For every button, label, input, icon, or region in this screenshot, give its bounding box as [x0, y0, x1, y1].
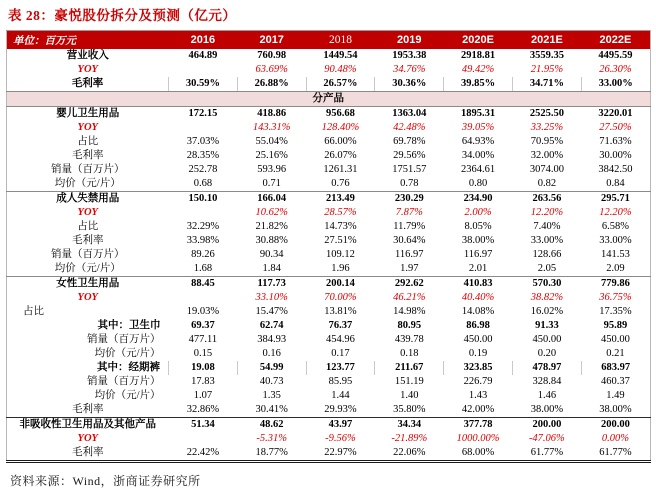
row-label: YOY: [77, 292, 98, 303]
table-row: [7, 277, 651, 292]
cell-value: 35.80%: [375, 403, 444, 418]
cell-value: 593.96: [257, 164, 287, 175]
cell-value: 226.79: [463, 376, 493, 387]
row-label: 占比: [77, 221, 99, 232]
cell-value: 40.40%: [461, 292, 495, 303]
cell-value: 2.09: [581, 262, 650, 277]
table-row: [7, 49, 651, 63]
cell-value: 17.35%: [599, 306, 632, 317]
cell-value: 30.64%: [393, 235, 426, 246]
cell-value: 116.97: [463, 249, 493, 260]
cell-value: 328.84: [532, 376, 562, 387]
cell-value: 956.68: [326, 108, 355, 119]
cell-value: 3559.35: [529, 50, 564, 61]
cell-value: 14.08%: [461, 306, 495, 317]
table-row: [7, 262, 651, 277]
table-row: [7, 177, 651, 192]
cell-value: 460.37: [600, 376, 630, 387]
cell-value: 384.93: [257, 334, 287, 345]
cell-value: 234.90: [463, 193, 493, 204]
cell-value: 6.58%: [601, 221, 629, 232]
cell-value: 14.98%: [393, 306, 426, 317]
cell-value: 1449.54: [323, 50, 358, 61]
cell-value: 39.85%: [444, 77, 513, 92]
cell-value: 464.89: [188, 50, 218, 61]
cell-value: 26.88%: [237, 77, 306, 92]
cell-value: 68.00%: [461, 447, 495, 458]
cell-value: 32.00%: [530, 150, 564, 161]
table-row: [7, 389, 651, 403]
table-title: 表 28：豪悦股份拆分及预测（亿元）: [8, 8, 237, 23]
year-header-2022e: 2022E: [581, 31, 650, 50]
cell-value: 38.00%: [461, 235, 495, 246]
cell-value: 1.07: [193, 390, 213, 401]
unit-label: 单位：百万元: [7, 31, 169, 50]
table-row: [7, 135, 651, 149]
cell-value: 143.31%: [252, 122, 291, 133]
cell-value: 38.00%: [581, 403, 650, 418]
cell-value: 2.05: [512, 262, 581, 277]
cell-value: 213.49: [326, 193, 355, 204]
cell-value: 2918.81: [461, 50, 496, 61]
cell-value: -9.56%: [325, 433, 356, 444]
cell-value: 19.08: [169, 361, 238, 375]
cell-value: 10.62%: [255, 207, 288, 218]
cell-value: 200.14: [326, 278, 355, 289]
cell-value: 34.34: [397, 419, 422, 430]
cell-value: 30.88%: [255, 235, 288, 246]
cell-value: 29.93%: [306, 403, 375, 418]
cell-value: 1751.57: [392, 164, 427, 175]
cell-value: 779.86: [600, 278, 630, 289]
cell-value: 80.95: [397, 320, 422, 331]
row-label: 毛利率: [7, 403, 169, 418]
cell-value: 17.83: [191, 376, 215, 387]
cell-value: 90.34: [259, 249, 284, 260]
cell-value: 33.00%: [530, 235, 564, 246]
cell-value: 0.00%: [601, 433, 629, 444]
cell-value: 0.84: [581, 177, 650, 192]
row-label: 其中：卫生巾: [97, 320, 161, 331]
cell-value: 34.76%: [393, 64, 426, 75]
table-row: [7, 234, 651, 248]
cell-value: 21.95%: [530, 64, 564, 75]
cell-value: 13.81%: [324, 306, 357, 317]
table-row: [7, 220, 651, 234]
cell-value: 117.73: [257, 278, 286, 289]
cell-value: 22.06%: [393, 447, 426, 458]
row-label: 毛利率: [72, 235, 104, 246]
cell-value: 295.71: [600, 193, 630, 204]
cell-value: 7.40%: [533, 221, 561, 232]
row-label: 非吸收性卫生用品及其他产品: [19, 419, 156, 430]
row-label: YOY: [77, 433, 98, 444]
cell-value: -21.89%: [391, 433, 428, 444]
cell-value: 454.96: [326, 334, 355, 345]
cell-value: 33.00%: [581, 77, 650, 92]
cell-value: 14.73%: [324, 221, 357, 232]
cell-value: 439.78: [394, 334, 424, 345]
cell-value: 32.29%: [186, 221, 220, 232]
cell-value: 1.84: [237, 262, 306, 277]
cell-value: 1000.00%: [456, 433, 500, 444]
cell-value: 25.16%: [255, 150, 288, 161]
cell-value: 1953.38: [392, 50, 427, 61]
cell-value: 32.86%: [169, 403, 238, 418]
cell-value: 2364.61: [461, 164, 496, 175]
cell-value: 38.82%: [530, 292, 564, 303]
cell-value: 33.98%: [186, 235, 220, 246]
cell-value: 211.67: [375, 361, 444, 375]
cell-value: 418.86: [257, 108, 287, 119]
cell-value: 27.50%: [599, 122, 632, 133]
cell-value: 26.07%: [324, 150, 357, 161]
year-header-2017: 2017: [237, 31, 306, 50]
table-row: [7, 305, 651, 319]
cell-value: 2.01: [444, 262, 513, 277]
row-label: YOY: [77, 64, 98, 75]
source-note: 资料来源：Wind，浙商证券研究所: [10, 474, 201, 488]
row-label: 毛利率: [7, 77, 169, 92]
cell-value: 22.97%: [324, 447, 357, 458]
cell-value: 29.56%: [393, 150, 426, 161]
row-label: 毛利率: [72, 447, 104, 458]
table-row: [7, 432, 651, 446]
band-label: 分产品: [7, 92, 651, 107]
cell-value: 70.00%: [324, 292, 357, 303]
cell-value: 200.00: [600, 419, 630, 430]
cell-value: 0.20: [537, 348, 557, 359]
row-label: YOY: [77, 207, 98, 218]
cell-value: 28.57%: [324, 207, 357, 218]
cell-value: 1.44: [331, 390, 350, 401]
cell-value: 3074.00: [529, 164, 564, 175]
cell-value: 410.83: [463, 278, 493, 289]
cell-value: 30.59%: [169, 77, 238, 92]
cell-value: 1.68: [169, 262, 238, 277]
cell-value: 63.69%: [255, 64, 288, 75]
cell-value: 69.37: [191, 320, 215, 331]
cell-value: 42.48%: [393, 122, 426, 133]
cell-value: 1.49: [606, 390, 625, 401]
table-row: [7, 418, 651, 433]
year-header-row: [7, 31, 651, 50]
cell-value: 18.77%: [255, 447, 288, 458]
table-row: [7, 163, 651, 177]
cell-value: 478.97: [512, 361, 581, 375]
cell-value: 377.78: [463, 419, 493, 430]
cell-value: 450.00: [532, 334, 562, 345]
cell-value: 2525.50: [529, 108, 564, 119]
cell-value: 12.20%: [530, 207, 564, 218]
cell-value: 55.04%: [255, 136, 288, 147]
cell-value: 0.82: [512, 177, 581, 192]
cell-value: 69.78%: [393, 136, 426, 147]
cell-value: 0.17: [331, 348, 350, 359]
cell-value: [169, 121, 238, 135]
cell-value: 61.77%: [530, 447, 564, 458]
row-label: 成人失禁用品: [56, 193, 120, 204]
cell-value: 64.93%: [461, 136, 495, 147]
cell-value: 34.00%: [461, 150, 495, 161]
cell-value: 4495.59: [598, 50, 633, 61]
row-label: 毛利率: [72, 150, 104, 161]
cell-value: 116.97: [395, 249, 424, 260]
cell-value: 27.51%: [324, 235, 357, 246]
table-row: [7, 206, 651, 220]
cell-value: 109.12: [326, 249, 355, 260]
cell-value: 26.57%: [306, 77, 375, 92]
table-row: [7, 192, 651, 207]
cell-value: 33.25%: [530, 122, 564, 133]
row-label: 其中：经期裤: [97, 362, 160, 373]
cell-value: -5.31%: [256, 433, 287, 444]
cell-value: 89.26: [191, 249, 215, 260]
row-label: 婴儿卫生用品: [56, 108, 120, 119]
cell-value: 252.78: [188, 164, 218, 175]
financial-breakdown-table: [6, 30, 651, 463]
cell-value: 450.00: [600, 334, 630, 345]
cell-value: 54.99: [237, 361, 306, 375]
cell-value: 39.05%: [461, 122, 495, 133]
cell-value: 70.95%: [530, 136, 564, 147]
cell-value: 7.87%: [395, 207, 423, 218]
cell-value: 0.76: [306, 177, 375, 192]
product-band-row: [7, 92, 651, 107]
cell-value: 323.85: [444, 361, 513, 375]
table-row: [7, 121, 651, 135]
cell-value: 16.02%: [530, 306, 564, 317]
cell-value: 91.33: [535, 320, 559, 331]
cell-value: 76.37: [328, 320, 353, 331]
cell-value: 1.97: [375, 262, 444, 277]
cell-value: [169, 291, 238, 305]
cell-value: 0.21: [606, 348, 625, 359]
cell-value: 683.97: [581, 361, 650, 375]
cell-value: 22.42%: [186, 447, 220, 458]
table-row: [7, 375, 651, 389]
cell-value: 42.00%: [444, 403, 513, 418]
cell-value: 88.45: [191, 278, 215, 289]
table-row: [7, 319, 651, 333]
table-row: [7, 107, 651, 122]
cell-value: 21.82%: [255, 221, 288, 232]
row-label: 女性卫生用品: [56, 278, 120, 289]
cell-value: [169, 63, 238, 77]
cell-value: 34.71%: [512, 77, 581, 92]
table-row: [7, 77, 651, 92]
cell-value: 95.89: [603, 320, 628, 331]
cell-value: 12.20%: [599, 207, 632, 218]
table-row: [7, 361, 651, 375]
cell-value: 0.68: [169, 177, 238, 192]
cell-value: 230.29: [394, 193, 424, 204]
cell-value: 37.03%: [186, 136, 220, 147]
cell-value: 30.00%: [599, 150, 632, 161]
cell-value: 3220.01: [598, 108, 633, 119]
cell-value: 33.10%: [255, 292, 288, 303]
table-row: [7, 347, 651, 361]
cell-value: 172.15: [188, 108, 218, 119]
cell-value: 0.78: [375, 177, 444, 192]
cell-value: 1.46: [537, 390, 557, 401]
cell-value: 0.16: [262, 348, 281, 359]
cell-value: 1261.31: [323, 164, 358, 175]
cell-value: 477.11: [188, 334, 218, 345]
cell-value: 570.30: [532, 278, 562, 289]
cell-value: 8.05%: [464, 221, 492, 232]
year-header-2020e: 2020E: [444, 31, 513, 50]
cell-value: 128.66: [532, 249, 562, 260]
cell-value: [169, 432, 238, 446]
cell-value: 450.00: [463, 334, 493, 345]
cell-value: 1.40: [400, 390, 419, 401]
cell-value: 19.03%: [186, 306, 220, 317]
cell-value: 46.21%: [393, 292, 426, 303]
cell-value: 85.95: [328, 376, 353, 387]
row-label: 均价（元/片）: [7, 177, 169, 192]
cell-value: 1363.04: [392, 108, 427, 119]
cell-value: 49.42%: [461, 64, 495, 75]
cell-value: [169, 206, 238, 220]
cell-value: 86.98: [466, 320, 490, 331]
cell-value: 263.56: [532, 193, 562, 204]
cell-value: 1895.31: [461, 108, 496, 119]
cell-value: 128.40%: [321, 122, 360, 133]
cell-value: 38.00%: [512, 403, 581, 418]
row-label: 均价（元/片）: [94, 348, 161, 359]
cell-value: 28.35%: [186, 150, 220, 161]
row-label: 占比: [77, 136, 99, 147]
cell-value: 123.77: [306, 361, 375, 375]
cell-value: 36.75%: [599, 292, 632, 303]
table-row: [7, 291, 651, 305]
year-header-2016: 2016: [169, 31, 238, 50]
table-row: [7, 403, 651, 418]
cell-value: 1.96: [306, 262, 375, 277]
cell-value: 1.43: [468, 390, 488, 401]
cell-value: 61.77%: [599, 447, 632, 458]
cell-value: 0.15: [193, 348, 213, 359]
year-header-2021e: 2021E: [512, 31, 581, 50]
cell-value: 760.98: [257, 50, 287, 61]
table-row: [7, 248, 651, 262]
row-label: 均价（元/片）: [7, 262, 169, 277]
cell-value: 292.62: [394, 278, 424, 289]
cell-value: 30.36%: [375, 77, 444, 92]
cell-value: -47.06%: [528, 433, 565, 444]
row-label: 占比: [23, 306, 44, 317]
year-header-2018: 2018: [306, 31, 375, 50]
row-label: 销量（百万片）: [87, 376, 161, 387]
table-row: [7, 446, 651, 462]
cell-value: 0.18: [400, 348, 419, 359]
table-row: [7, 333, 651, 347]
cell-value: 51.34: [191, 419, 215, 430]
cell-value: 48.62: [259, 419, 284, 430]
cell-value: 166.04: [257, 193, 287, 204]
row-label: YOY: [77, 122, 98, 133]
cell-value: 71.63%: [599, 136, 632, 147]
cell-value: 0.71: [237, 177, 306, 192]
cell-value: 40.73: [259, 376, 284, 387]
row-label: 营业收入: [66, 50, 109, 61]
cell-value: 0.19: [468, 348, 488, 359]
cell-value: 2.00%: [464, 207, 492, 218]
cell-value: 15.47%: [255, 306, 288, 317]
row-label: 均价（元/片）: [94, 390, 161, 401]
year-header-2019: 2019: [375, 31, 444, 50]
row-label: 销量（百万片）: [51, 164, 125, 175]
table-row: [7, 149, 651, 163]
cell-value: 0.80: [444, 177, 513, 192]
cell-value: 11.79%: [393, 221, 426, 232]
table-row: [7, 63, 651, 77]
cell-value: 3842.50: [598, 164, 633, 175]
cell-value: 141.53: [600, 249, 630, 260]
cell-value: 151.19: [394, 376, 424, 387]
cell-value: 43.97: [328, 419, 353, 430]
cell-value: 200.00: [532, 419, 562, 430]
cell-value: 90.48%: [324, 64, 357, 75]
row-label: 销量（百万片）: [51, 249, 125, 260]
cell-value: 150.10: [188, 193, 218, 204]
row-label: 销量（百万片）: [87, 334, 161, 345]
cell-value: 26.30%: [599, 64, 632, 75]
cell-value: 1.35: [262, 390, 281, 401]
cell-value: 62.74: [259, 320, 284, 331]
cell-value: 30.41%: [237, 403, 306, 418]
cell-value: 66.00%: [324, 136, 357, 147]
cell-value: 33.00%: [599, 235, 632, 246]
